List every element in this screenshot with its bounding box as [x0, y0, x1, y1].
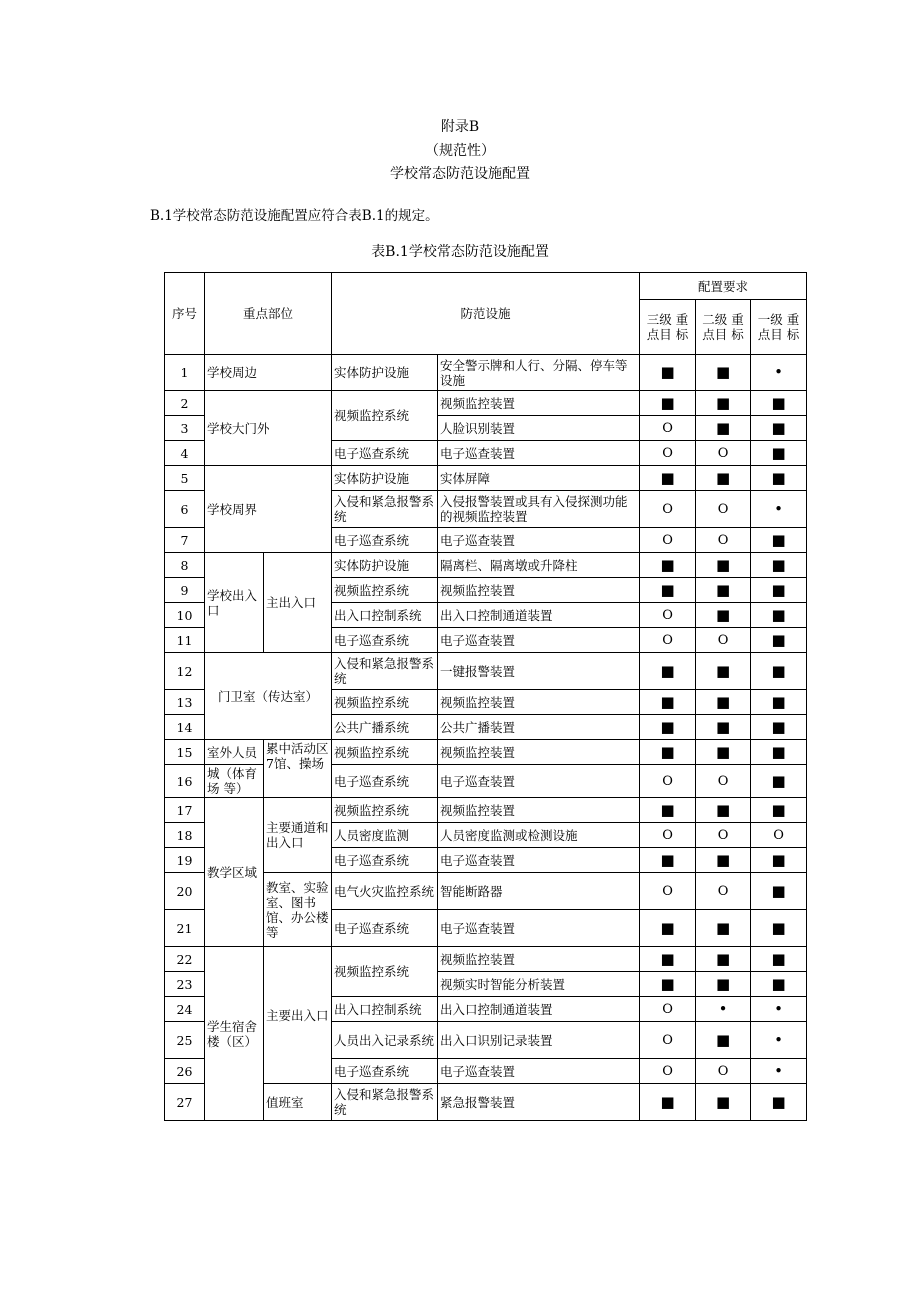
device-cell: 公共广播装置 — [438, 715, 640, 740]
system-cell: 电子巡查系统 — [332, 441, 438, 466]
facility-config-table — [164, 272, 807, 1121]
zone-main-passage: 主要通道和出入口 — [264, 798, 332, 873]
seq-cell: 18 — [165, 823, 205, 848]
zone-dormitory: 学生宿舍楼（区） — [205, 947, 264, 1121]
required-mark-l1: ■ — [751, 653, 807, 690]
required-mark-l2: ■ — [696, 947, 751, 972]
required-mark-l1: ■ — [751, 690, 807, 715]
required-mark-l3: ■ — [640, 578, 696, 603]
seq-cell: 19 — [165, 848, 205, 873]
required-mark-l3: ■ — [640, 653, 696, 690]
required-mark-l1: ■ — [751, 972, 807, 997]
device-cell: 出入口控制通道装置 — [438, 997, 640, 1022]
required-mark-l1: ■ — [751, 873, 807, 910]
system-cell: 视频监控系统 — [332, 947, 438, 997]
required-mark-l1: ■ — [751, 947, 807, 972]
device-cell: 隔离栏、隔离墩或升降柱 — [438, 553, 640, 578]
seq-cell: 26 — [165, 1059, 205, 1084]
zone-guard-room: 门卫室（传达室） — [205, 653, 332, 740]
recommended-mark-l1: • — [751, 355, 807, 391]
zone-outdoor-b — [264, 740, 332, 798]
required-mark-l2: ■ — [696, 553, 751, 578]
seq-cell: 11 — [165, 628, 205, 653]
seq-cell: 12 — [165, 653, 205, 690]
required-mark-l3: ■ — [640, 848, 696, 873]
zone-classrooms: 教室、实验室、图书馆、办公楼等 — [264, 873, 332, 947]
optional-mark-l3: O — [640, 873, 696, 910]
required-mark-l2: ■ — [696, 798, 751, 823]
optional-mark-l3: O — [640, 628, 696, 653]
required-mark-l1: ■ — [751, 798, 807, 823]
optional-mark-l2: O — [696, 1059, 751, 1084]
seq-cell: 10 — [165, 603, 205, 628]
optional-mark-l3: O — [640, 765, 696, 798]
system-cell: 电子巡查系统 — [332, 765, 438, 798]
device-cell: 智能断路器 — [438, 873, 640, 910]
system-cell: 公共广播系统 — [332, 715, 438, 740]
required-mark-l3: ■ — [640, 553, 696, 578]
required-mark-l3: ■ — [640, 1084, 696, 1121]
recommended-mark-l2: • — [696, 997, 751, 1022]
device-cell: 人脸识别装置 — [438, 416, 640, 441]
appendix-label: 附录B — [440, 119, 480, 135]
system-cell: 入侵和紧急报警系统 — [332, 491, 438, 528]
header-level-2: 二级 重点目 标 — [696, 300, 751, 355]
table-row — [165, 355, 807, 391]
required-mark-l3: ■ — [640, 690, 696, 715]
optional-mark-l2: O — [696, 491, 751, 528]
seq-cell: 8 — [165, 553, 205, 578]
device-cell: 电子巡查装置 — [438, 1059, 640, 1084]
device-cell: 出入口识别记录装置 — [438, 1022, 640, 1059]
required-mark-l2: ■ — [696, 653, 751, 690]
zone-school-perimeter-area: 学校周边 — [205, 355, 332, 391]
device-cell: 视频实时智能分析装置 — [438, 972, 640, 997]
seq-cell: 27 — [165, 1084, 205, 1121]
normative-label: （规范性） — [425, 143, 495, 159]
required-mark-l1: ■ — [751, 578, 807, 603]
zone-outdoor-b-line1: 累中活动区 — [266, 741, 329, 756]
required-mark-l2: ■ — [696, 391, 751, 416]
header-facility: 防范设施 — [332, 273, 640, 355]
system-cell: 电子巡查系统 — [332, 910, 438, 947]
zone-dorm-entrance: 主要出入口 — [264, 947, 332, 1084]
required-mark-l2: ■ — [696, 1084, 751, 1121]
seq-cell: 2 — [165, 391, 205, 416]
required-mark-l1: ■ — [751, 765, 807, 798]
system-cell: 人员出入记录系统 — [332, 1022, 438, 1059]
required-mark-l1: ■ — [751, 466, 807, 491]
required-mark-l1: ■ — [751, 441, 807, 466]
optional-mark-l2: O — [696, 528, 751, 553]
system-cell: 电子巡查系统 — [332, 848, 438, 873]
optional-mark-l3: O — [640, 441, 696, 466]
required-mark-l1: ■ — [751, 553, 807, 578]
table-row — [165, 740, 807, 765]
required-mark-l3: ■ — [640, 391, 696, 416]
system-cell: 视频监控系统 — [332, 740, 438, 765]
device-cell: 电子巡查装置 — [438, 441, 640, 466]
appendix-title: 学校常态防范设施配置 — [390, 166, 530, 182]
system-cell: 电子巡查系统 — [332, 1059, 438, 1084]
optional-mark-l3: O — [640, 491, 696, 528]
device-cell: 一键报警装置 — [438, 653, 640, 690]
zone-outside-gate: 学校大门外 — [205, 391, 332, 466]
zone-outdoor-a: 室外人员 — [205, 740, 264, 765]
header-level-3: 三级 重点目 标 — [640, 300, 696, 355]
table-row — [165, 653, 807, 690]
system-cell: 视频监控系统 — [332, 798, 438, 823]
seq-cell: 1 — [165, 355, 205, 391]
seq-cell: 21 — [165, 910, 205, 947]
required-mark-l2: ■ — [696, 972, 751, 997]
zone-boundary: 学校周界 — [205, 466, 332, 553]
header-row — [165, 273, 807, 300]
optional-mark-l2: O — [696, 441, 751, 466]
seq-cell: 22 — [165, 947, 205, 972]
required-mark-l1: ■ — [751, 910, 807, 947]
table-row — [165, 765, 807, 798]
required-mark-l3: ■ — [640, 740, 696, 765]
device-cell: 入侵报警装置或具有入侵探测功能的视频监控装置 — [438, 491, 640, 528]
required-mark-l3: ■ — [640, 466, 696, 491]
device-cell: 视频监控装置 — [438, 798, 640, 823]
optional-mark-l2: O — [696, 823, 751, 848]
system-cell: 实体防护设施 — [332, 466, 438, 491]
system-cell: 入侵和紧急报警系统 — [332, 1084, 438, 1121]
required-mark-l2: ■ — [696, 603, 751, 628]
device-cell: 出入口控制通道装置 — [438, 603, 640, 628]
seq-cell: 7 — [165, 528, 205, 553]
device-cell: 电子巡查装置 — [438, 848, 640, 873]
optional-mark-l3: O — [640, 1059, 696, 1084]
zone-outdoor-d: 城（体育场 等） — [205, 765, 264, 798]
optional-mark-l2: O — [696, 765, 751, 798]
optional-mark-l3: O — [640, 823, 696, 848]
seq-cell: 13 — [165, 690, 205, 715]
device-cell: 人员密度监测或检测设施 — [438, 823, 640, 848]
required-mark-l3: ■ — [640, 715, 696, 740]
required-mark-l2: ■ — [696, 740, 751, 765]
seq-cell: 20 — [165, 873, 205, 910]
seq-cell: 9 — [165, 578, 205, 603]
table-row — [165, 553, 807, 578]
required-mark-l2: ■ — [696, 578, 751, 603]
seq-cell: 23 — [165, 972, 205, 997]
seq-cell: 25 — [165, 1022, 205, 1059]
intro-paragraph: B.1学校常态防范设施配置应符合表B.1的规定。 — [150, 208, 439, 224]
system-cell: 出入口控制系统 — [332, 997, 438, 1022]
recommended-mark-l1: • — [751, 997, 807, 1022]
required-mark-l1: ■ — [751, 603, 807, 628]
optional-mark-l1: O — [751, 823, 807, 848]
system-cell: 实体防护设施 — [332, 355, 438, 391]
optional-mark-l3: O — [640, 1022, 696, 1059]
optional-mark-l3: O — [640, 528, 696, 553]
seq-cell: 14 — [165, 715, 205, 740]
recommended-mark-l1: • — [751, 1022, 807, 1059]
optional-mark-l2: O — [696, 628, 751, 653]
required-mark-l2: ■ — [696, 1022, 751, 1059]
table-row — [165, 391, 807, 416]
required-mark-l1: ■ — [751, 848, 807, 873]
required-mark-l1: ■ — [751, 628, 807, 653]
device-cell: 视频监控装置 — [438, 391, 640, 416]
device-cell: 视频监控装置 — [438, 578, 640, 603]
optional-mark-l3: O — [640, 416, 696, 441]
device-cell: 电子巡查装置 — [438, 910, 640, 947]
required-mark-l3: ■ — [640, 910, 696, 947]
required-mark-l3: ■ — [640, 947, 696, 972]
optional-mark-l2: O — [696, 873, 751, 910]
system-cell: 视频监控系统 — [332, 690, 438, 715]
recommended-mark-l1: • — [751, 1059, 807, 1084]
seq-cell: 4 — [165, 441, 205, 466]
required-mark-l2: ■ — [696, 910, 751, 947]
required-mark-l2: ■ — [696, 355, 751, 391]
device-cell: 视频监控装置 — [438, 947, 640, 972]
required-mark-l1: ■ — [751, 416, 807, 441]
device-cell: 实体屏障 — [438, 466, 640, 491]
device-cell: 紧急报警装置 — [438, 1084, 640, 1121]
device-cell: 视频监控装置 — [438, 690, 640, 715]
required-mark-l2: ■ — [696, 848, 751, 873]
header-part: 重点部位 — [205, 273, 332, 355]
seq-cell: 24 — [165, 997, 205, 1022]
system-cell: 实体防护设施 — [332, 553, 438, 578]
zone-entrance: 学校出入口 — [205, 553, 264, 653]
device-cell: 安全警示牌和人行、分隔、停车等设施 — [438, 355, 640, 391]
required-mark-l3: ■ — [640, 972, 696, 997]
required-mark-l3: ■ — [640, 798, 696, 823]
recommended-mark-l1: • — [751, 491, 807, 528]
system-cell: 人员密度监测 — [332, 823, 438, 848]
system-cell: 视频监控系统 — [332, 578, 438, 603]
seq-cell: 3 — [165, 416, 205, 441]
required-mark-l2: ■ — [696, 416, 751, 441]
header-level-1: 一级 重点目 标 — [751, 300, 807, 355]
required-mark-l2: ■ — [696, 466, 751, 491]
seq-cell: 17 — [165, 798, 205, 823]
table-row — [165, 947, 807, 972]
required-mark-l1: ■ — [751, 740, 807, 765]
table-row — [165, 798, 807, 823]
required-mark-l1: ■ — [751, 391, 807, 416]
required-mark-l1: ■ — [751, 1084, 807, 1121]
system-cell: 电子巡查系统 — [332, 628, 438, 653]
optional-mark-l3: O — [640, 603, 696, 628]
system-cell: 视频监控系统 — [332, 391, 438, 441]
zone-duty-room: 值班室 — [264, 1084, 332, 1121]
table-caption: 表B.1学校常态防范设施配置 — [371, 244, 549, 260]
required-mark-l1: ■ — [751, 528, 807, 553]
seq-cell: 5 — [165, 466, 205, 491]
device-cell: 电子巡查装置 — [438, 528, 640, 553]
required-mark-l1: ■ — [751, 715, 807, 740]
device-cell: 电子巡查装置 — [438, 628, 640, 653]
system-cell: 电子巡查系统 — [332, 528, 438, 553]
optional-mark-l3: O — [640, 997, 696, 1022]
device-cell: 电子巡查装置 — [438, 765, 640, 798]
header-seq: 序号 — [165, 273, 205, 355]
zone-teaching: 教学区域 — [205, 798, 264, 947]
required-mark-l2: ■ — [696, 715, 751, 740]
zone-outdoor-b-line2: 7馆、操场 — [266, 756, 324, 771]
zone-main-entrance: 主出入口 — [264, 553, 332, 653]
system-cell: 电气火灾监控系统 — [332, 873, 438, 910]
system-cell: 出入口控制系统 — [332, 603, 438, 628]
device-cell: 视频监控装置 — [438, 740, 640, 765]
seq-cell: 15 — [165, 740, 205, 765]
seq-cell: 16 — [165, 765, 205, 798]
system-cell: 入侵和紧急报警系统 — [332, 653, 438, 690]
table-row — [165, 466, 807, 491]
required-mark-l2: ■ — [696, 690, 751, 715]
required-mark-l3: ■ — [640, 355, 696, 391]
header-requirement: 配置要求 — [640, 273, 807, 300]
seq-cell: 6 — [165, 491, 205, 528]
